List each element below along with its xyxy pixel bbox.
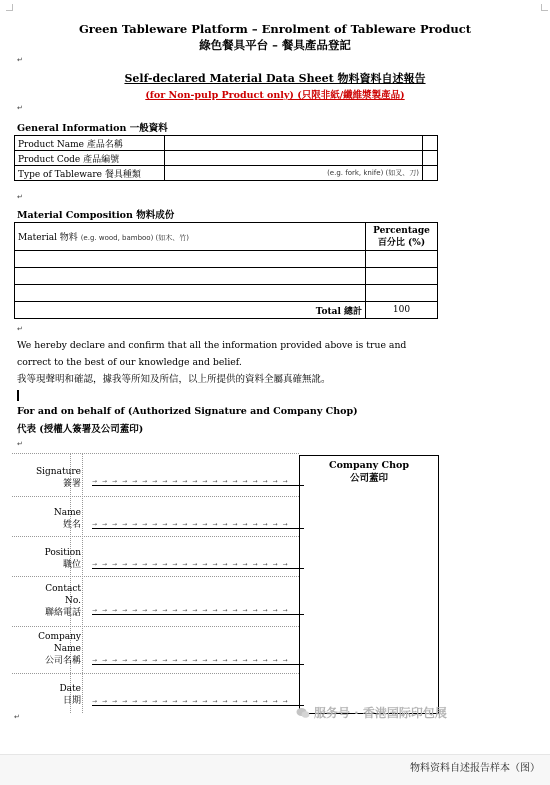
declaration-en: We hereby declare and confirm that all the information provided above is true and correct to the best of our knowledge and belief. — [17, 340, 407, 368]
company-name-label-en: Company Name — [38, 632, 81, 654]
name-line[interactable]: →→→→→→→→→→→→→→→→→→→→ — [92, 521, 304, 529]
table-row — [15, 151, 438, 166]
name-label-en: Name — [53, 508, 81, 518]
material-column-header — [15, 223, 366, 251]
crop-mark — [6, 4, 13, 11]
name-label-zh: 姓名 — [62, 520, 81, 530]
product-code-label: Product Code 產品編號 — [15, 151, 165, 166]
general-info-table — [14, 135, 438, 181]
percentage-cell[interactable] — [366, 268, 438, 285]
text-cursor — [17, 390, 19, 401]
signature-label-en: Signature — [35, 467, 81, 477]
contact-label-zh: 聯絡電話 — [44, 608, 81, 618]
contact-label-en: Contact No. — [45, 584, 81, 606]
position-label-zh: 職位 — [62, 560, 81, 570]
date-row — [12, 673, 299, 714]
date-label-en: Date — [59, 684, 81, 694]
table-header-row — [15, 223, 438, 251]
document-title-zh: 綠色餐具平台 – 餐具產品登記 — [199, 38, 351, 52]
contact-line[interactable]: →→→→→→→→→→→→→→→→→→→→ — [92, 607, 304, 615]
percentage-column-header — [366, 223, 438, 251]
signature-block — [12, 453, 299, 713]
total-label: Total 總計 — [15, 302, 366, 319]
company-chop-box[interactable] — [299, 455, 439, 714]
total-value: 100 — [366, 302, 438, 319]
material-table — [14, 222, 438, 319]
material-cell[interactable] — [15, 285, 366, 302]
table-row — [15, 285, 438, 302]
material-cell[interactable] — [15, 268, 366, 285]
table-row — [15, 251, 438, 268]
paragraph-mark: ↵ — [17, 104, 23, 112]
name-row — [12, 496, 299, 537]
watermark — [296, 704, 447, 721]
document-title-en: Green Tableware Platform – Enrolment of Tableware Product — [78, 22, 472, 36]
declaration-zh: 我等現聲明和確認，據我等所知及所信，以上所提供的資料全屬真確無訛。 — [17, 374, 331, 385]
percentage-label-en: Percentage — [373, 225, 430, 236]
contact-row — [12, 576, 299, 627]
paragraph-mark: ↵ — [17, 440, 23, 448]
signature-heading-en: For and on behalf of (Authorized Signature and Company Chop) — [17, 406, 358, 417]
paragraph-mark: ↵ — [17, 325, 23, 333]
position-label-en: Position — [44, 548, 81, 558]
image-caption: 物料资料自述报告样本（图） — [410, 763, 540, 774]
position-row — [12, 536, 299, 577]
date-line[interactable]: →→→→→→→→→→→→→→→→→→→→ — [92, 698, 304, 706]
paragraph-mark: ↵ — [17, 56, 23, 64]
signature-label-zh: 簽署 — [62, 479, 81, 489]
product-code-field[interactable] — [165, 151, 423, 166]
wechat-icon — [296, 707, 310, 719]
total-row — [15, 302, 438, 319]
product-name-label: Product Name 產品名稱 — [15, 136, 165, 151]
signature-line[interactable]: →→→→→→→→→→→→→→→→→→→→ — [92, 478, 304, 486]
company-name-label-zh: 公司名稱 — [44, 656, 81, 666]
tableware-type-hint: (e.g. fork, knife) (如叉、刀) — [327, 169, 419, 177]
table-row — [15, 136, 438, 151]
table-row — [15, 268, 438, 285]
material-cell[interactable] — [15, 251, 366, 268]
signature-row — [12, 453, 299, 497]
product-name-field[interactable] — [165, 136, 423, 151]
material-column-label: Material 物料 — [18, 233, 78, 243]
company-chop-label-zh: 公司蓋印 — [349, 473, 388, 484]
general-info-heading: General Information 一般資料 — [17, 123, 168, 134]
material-column-hint: (e.g. wood, bamboo) (如木、竹) — [80, 234, 190, 242]
tableware-type-field[interactable] — [165, 166, 423, 181]
date-label-zh: 日期 — [62, 696, 81, 706]
material-heading: Material Composition 物料成份 — [17, 210, 175, 221]
table-row — [15, 166, 438, 181]
percentage-cell[interactable] — [366, 251, 438, 268]
tableware-type-label: Type of Tableware 餐具種類 — [15, 166, 165, 181]
company-chop-label-en: Company Chop — [329, 460, 409, 471]
sheet-scope-note: (for Non-pulp Product only) (只限非紙/纖維漿製產品) — [145, 90, 405, 101]
paragraph-mark: ↵ — [17, 193, 23, 201]
signature-heading-zh: 代表 (授權人簽署及公司蓋印) — [17, 424, 144, 435]
position-line[interactable]: →→→→→→→→→→→→→→→→→→→→ — [92, 561, 304, 569]
percentage-cell[interactable] — [366, 285, 438, 302]
company-name-row — [12, 626, 299, 674]
percentage-label-zh: 百分比 (%) — [377, 237, 426, 248]
crop-mark — [541, 4, 548, 11]
sheet-title: Self-declared Material Data Sheet 物料資料自述報告 — [124, 72, 426, 85]
watermark-text: 服务号 · 香港国际印包展 — [314, 706, 447, 720]
paragraph-mark: ↵ — [14, 713, 20, 721]
company-name-line[interactable]: →→→→→→→→→→→→→→→→→→→→ — [92, 657, 304, 665]
